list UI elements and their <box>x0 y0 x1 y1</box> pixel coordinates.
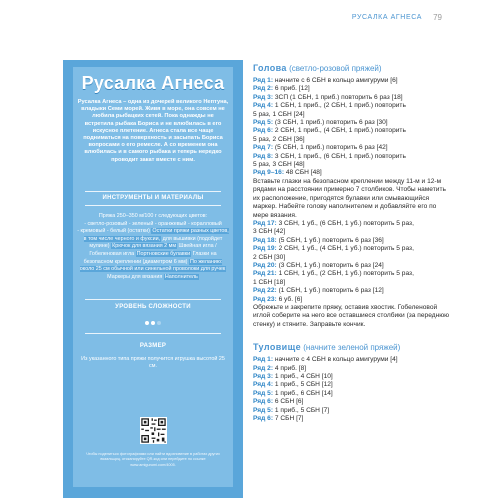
pattern-row <box>253 287 453 295</box>
row-text: начните с 6 СБН в кольцо амигуруми [6] <box>274 77 398 84</box>
material-line: Глазки на безопасном креплении (диаметром 6 мм) <box>83 250 217 265</box>
pattern-row <box>253 365 453 373</box>
row-label: Ряд 6: <box>253 398 274 406</box>
row-text: (5 СБН, 1 приб.) повторить 6 раз [42] <box>274 144 388 152</box>
row-label: Ряд 2: <box>253 364 274 372</box>
material-line: - кремовый - белый (остатки) <box>77 228 150 235</box>
pattern-row <box>253 144 453 152</box>
head-section-note: (светло-розовой пряжей) <box>289 64 382 73</box>
row-label: Ряд 5: <box>253 119 274 127</box>
row-label: Ряд 1: <box>253 77 274 84</box>
pattern-row <box>253 153 453 161</box>
pattern-row <box>253 270 453 278</box>
row-text: 1 СБН [18] <box>253 278 286 286</box>
instructions-column <box>253 62 453 423</box>
pattern-row <box>253 136 453 144</box>
row-label: Ряд 2: <box>253 85 274 93</box>
head-paragraph-1: Вставьте глазки на безопасном креплении между 11-м и 12-м рядами на расстоянии примерно 7 столбиков. Чтобы наметить их расположение, пригодятся булавки или смывающийся маркер. Набейте голову наполнителем и добавляйте его по мере вязания. <box>253 177 446 219</box>
row-text: 3 СБН, 1 приб., (6 СБН, 1 приб.) повторить <box>274 152 406 160</box>
row-text: 6 уб. [6] <box>278 295 303 303</box>
panel-title: Русалка Агнеса <box>81 73 225 93</box>
row-label: Ряд 23: <box>253 295 277 303</box>
row-label: Ряд 9–16: <box>253 169 285 177</box>
running-title: РУСАЛКА АГНЕСА <box>351 14 422 21</box>
pattern-row <box>253 127 453 135</box>
divider <box>85 205 221 206</box>
difficulty-dot-filled <box>151 321 155 325</box>
intro-text: Русалка Агнеса – одна из дочерей великого Нептуна, владыки Семи морей. Живя в море, она совсем не любила рыбацких сетей. Пока однажды не встретила рыбака Бориса и не влюбилась в его искусное плетение. Агнеса стала все чаще подниматься на поверхность и засыпать Бориса вопросами о его ремесле. А со временем она влюбилась и в самого рыбака и теперь нередко проводит закат вместе с ним. <box>77 99 229 163</box>
materials-list <box>77 213 229 281</box>
pattern-row <box>253 161 453 169</box>
pattern-row <box>253 94 453 102</box>
material-line: Портновские булавки <box>136 250 191 257</box>
head-section-header <box>253 62 453 75</box>
row-text: (3 СБН, 1 уб.) повторить 6 раз [24] <box>278 261 384 269</box>
pattern-row <box>253 169 453 177</box>
pattern-row <box>253 111 453 119</box>
row-text: 3СП (1 СБН, 1 приб.) повторить 6 раз [18] <box>274 93 403 101</box>
row-label: Ряд 17: <box>253 219 277 227</box>
row-text: (5 СБН, 1 уб.) повторить 6 раз [36] <box>278 236 384 244</box>
material-line: - светло-розовый - зеленый - оранжевый - коралловый <box>84 220 222 227</box>
pattern-row <box>253 390 453 398</box>
row-text: 1 СБН, 1 приб., (2 СБН, 1 приб.) повторить <box>274 102 406 110</box>
material-line: Пряжа 250–350 м/100 г следующих цветов: <box>98 213 208 219</box>
pattern-row <box>253 296 453 304</box>
row-text: 6 приб. [12] <box>274 85 310 93</box>
body-section-title: Туловище <box>253 342 302 353</box>
info-panel <box>63 60 243 498</box>
page-number: 79 <box>433 13 442 22</box>
section-gap <box>253 329 453 341</box>
row-text: 48 СБН [48] <box>285 169 322 177</box>
body-section-note: (начните зеленой пряжей) <box>303 343 401 353</box>
material-line: Маркеры для вязания <box>107 273 163 280</box>
row-label: Ряд 3: <box>253 93 274 101</box>
pattern-row <box>253 102 453 110</box>
material-line: Наполнитель <box>164 273 198 280</box>
row-label: Ряд 4: <box>253 102 274 110</box>
pattern-row <box>253 85 453 93</box>
row-text: 2 СБН, 1 приб., (4 СБН, 1 приб.) повторить <box>274 127 406 135</box>
head-paragraph-2: Обрежьте и закрепите пряжу, оставив хвостик. Гобеленовой иглой соберите на него все оставшиеся столбики (за переднюю стенку) и стяните. Заправьте кончик. <box>253 303 450 328</box>
qr-code-icon <box>140 417 167 444</box>
body-section-header <box>253 341 453 354</box>
row-text: 1 приб., 4 СБН [10] <box>274 373 333 380</box>
difficulty-title: УРОВЕНЬ СЛОЖНОСТИ <box>115 304 191 310</box>
row-label: Ряд 4: <box>253 381 274 389</box>
material-line: По желанию: около 25 см обычной или синельной проволоки для ручек <box>79 258 226 273</box>
row-label: Ряд 5: <box>253 406 274 414</box>
pattern-row <box>253 245 453 253</box>
pattern-row <box>253 237 453 245</box>
row-label: Ряд 22: <box>253 287 277 295</box>
difficulty-dot-empty <box>157 321 161 325</box>
divider <box>85 191 221 192</box>
pattern-row <box>253 398 453 406</box>
body-rows <box>253 356 453 423</box>
row-text: 1 приб., 5 СБН [7] <box>274 406 330 414</box>
pattern-row <box>253 407 453 415</box>
row-text: 5 раз, 2 СБН [36] <box>253 135 305 143</box>
row-text: 7 СБН [7] <box>274 415 304 423</box>
row-text: 6 СБН [6] <box>274 398 304 406</box>
row-label: Ряд 7: <box>253 144 274 152</box>
pattern-row <box>253 381 453 389</box>
row-label: Ряд 8: <box>253 152 274 160</box>
head-rows <box>253 77 453 178</box>
size-text: Из указанного типа пряжи получится игрушка высотой 25 см. <box>81 356 225 370</box>
row-label: Ряд 18: <box>253 236 277 244</box>
row-text: 2 СБН [30] <box>253 253 286 261</box>
pattern-row <box>253 254 453 262</box>
row-label: Ряд 6: <box>253 127 274 135</box>
size-title: РАЗМЕР <box>139 343 167 349</box>
difficulty-rating <box>73 320 233 327</box>
row-label: Ряд 21: <box>253 270 277 278</box>
material-line: Остатки пряжи разных цветов, в том числе черного и фуксии, <box>83 228 229 242</box>
material-line: Швейная игла / Гобеленовая игла <box>89 243 217 257</box>
row-label: Ряд 5: <box>253 389 274 397</box>
row-text: 3 СБН, 1 уб., (6 СБН, 1 уб.) повторить 5 раз, <box>278 219 414 227</box>
row-text: 3 СБН [42] <box>253 228 286 236</box>
pattern-row <box>253 228 453 236</box>
row-text: (3 СБН, 1 приб.) повторить 6 раз [30] <box>274 119 388 127</box>
row-label: Ряд 19: <box>253 245 277 253</box>
divider <box>85 299 221 300</box>
row-text: 1 СБН, 1 уб., (2 СБН, 1 уб.) повторить 5 раз, <box>278 270 414 278</box>
materials-title: ИНСТРУМЕНТЫ И МАТЕРИАЛЫ <box>102 195 204 201</box>
row-text: 1 приб., 6 СБН [14] <box>274 389 333 397</box>
row-text: 2 СБН, 1 уб., (4 СБН, 1 уб.) повторить 5 раз, <box>278 245 414 253</box>
row-label: Ряд 6: <box>253 415 274 423</box>
divider <box>85 333 221 334</box>
row-text: 5 раз, 1 СБН [24] <box>253 110 305 118</box>
pattern-row <box>253 220 453 228</box>
info-panel-inner <box>73 67 233 487</box>
row-label: Ряд 3: <box>253 373 274 380</box>
footer-note: Чтобы поделиться фотографиями или найти вдохновение в работах других вязальщиц, отсканируйте QR-код или перейдите по ссылке www.amigurumi.com/4005. <box>86 452 220 467</box>
row-text: 5 раз, 3 СБН [48] <box>253 161 305 169</box>
head-section-title: Голова <box>253 63 287 73</box>
row-text: (1 СБН, 1 уб.) повторить 6 раз [12] <box>278 287 384 295</box>
row-label: Ряд 20: <box>253 261 277 269</box>
material-line: для вышивки (подойдет мулине) <box>89 235 223 250</box>
difficulty-dot-filled <box>145 321 149 325</box>
pattern-row <box>253 279 453 287</box>
head-rows-2 <box>253 220 453 304</box>
material-line: Крючок для вязания 2 мм <box>112 243 177 250</box>
row-text: 4 приб. [8] <box>274 364 307 372</box>
pattern-row <box>253 415 453 423</box>
row-text: начните с 4 СБН в кольцо амигуруми [4] <box>274 356 398 364</box>
row-text: 1 приб., 5 СБН [12] <box>274 381 333 389</box>
pattern-row <box>253 356 453 364</box>
row-label: Ряд 1: <box>253 356 274 364</box>
